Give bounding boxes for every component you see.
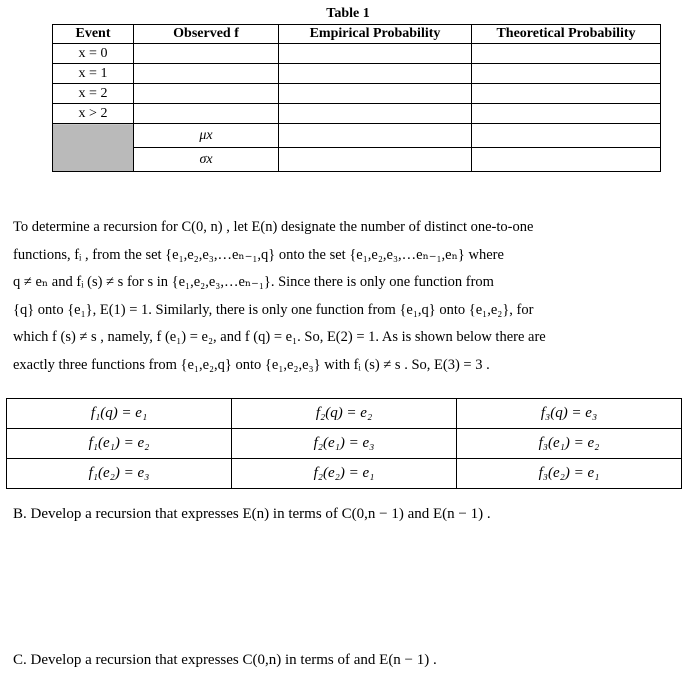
recursion-paragraph	[13, 214, 685, 379]
header-empirical: Empirical Probability	[279, 25, 472, 44]
function-cell: f₁(q) = e₁	[7, 399, 232, 429]
paragraph-line: To determine a recursion for C(0, n) , let E(n) designate the number of distinct one-to-one	[13, 219, 534, 235]
theoretical-cell	[472, 44, 661, 64]
table1-header-row	[53, 25, 661, 44]
theoretical-cell	[472, 104, 661, 124]
theoretical-cell	[472, 124, 661, 148]
function-cell: f₁(e₁) = e₂	[7, 429, 232, 459]
mean-symbol: μx	[134, 124, 279, 148]
observed-cell	[134, 64, 279, 84]
function-cell: f₃(q) = e₃	[457, 399, 682, 429]
paragraph-line: functions, fᵢ , from the set {e₁,e₂,e₃,…eₙ₋₁,q} onto the set {e₁,e₂,e₃,…eₙ₋₁,eₙ} where	[13, 246, 504, 263]
paragraph-line: q ≠ eₙ and fᵢ (s) ≠ s for s in {e₁,e₂,e₃,…eₙ₋₁}. Since there is only one function from	[13, 274, 494, 290]
functions-table	[6, 398, 682, 489]
header-event: Event	[53, 25, 134, 44]
table-row	[7, 399, 682, 429]
table-row	[53, 64, 661, 84]
paragraph-line: {q} onto {e₁}, E(1) = 1. Similarly, there is only one function from {e₁,q} onto {e₁,e₂}, for	[13, 301, 534, 318]
paragraph-line: exactly three functions from {e₁,e₂,q} onto {e₁,e₂,e₃} with fᵢ (s) ≠ s . So, E(3) = 3 .	[13, 356, 490, 373]
observed-cell	[134, 44, 279, 64]
table-row	[53, 104, 661, 124]
function-cell: f₃(e₂) = e₁	[457, 459, 682, 489]
function-cell: f₂(e₁) = e₃	[232, 429, 457, 459]
observed-cell	[134, 84, 279, 104]
theoretical-cell	[472, 148, 661, 172]
table-row	[53, 148, 661, 172]
table-row	[7, 429, 682, 459]
sd-symbol: σx	[134, 148, 279, 172]
table1-title: Table 1	[326, 6, 370, 21]
theoretical-cell	[472, 64, 661, 84]
table1	[52, 24, 661, 172]
table-row	[7, 459, 682, 489]
header-theoretical: Theoretical Probability	[472, 25, 661, 44]
event-cell: x = 2	[53, 84, 134, 104]
function-cell: f₂(e₂) = e₁	[232, 459, 457, 489]
empirical-cell	[279, 44, 472, 64]
event-cell: x = 1	[53, 64, 134, 84]
empirical-cell	[279, 84, 472, 104]
question-b: B. Develop a recursion that expresses E(n) in terms of C(0,n − 1) and E(n − 1) .	[13, 506, 491, 522]
observed-cell	[134, 104, 279, 124]
empirical-cell	[279, 124, 472, 148]
event-cell: x = 0	[53, 44, 134, 64]
empirical-cell	[279, 64, 472, 84]
event-cell: x > 2	[53, 104, 134, 124]
shaded-cell	[53, 124, 134, 172]
empirical-cell	[279, 104, 472, 124]
header-observed: Observed f	[134, 25, 279, 44]
table-row	[53, 44, 661, 64]
theoretical-cell	[472, 84, 661, 104]
table-row	[53, 84, 661, 104]
question-c: C. Develop a recursion that expresses C(0,n) in terms of and E(n − 1) .	[13, 652, 437, 668]
function-cell: f₁(e₂) = e₃	[7, 459, 232, 489]
function-cell: f₃(e₁) = e₂	[457, 429, 682, 459]
table-row	[53, 124, 661, 148]
empirical-cell	[279, 148, 472, 172]
paragraph-line: which f (s) ≠ s , namely, f (e₁) = e₂, and f (q) = e₁. So, E(2) = 1. As is shown below there are	[13, 329, 546, 345]
function-cell: f₂(q) = e₂	[232, 399, 457, 429]
